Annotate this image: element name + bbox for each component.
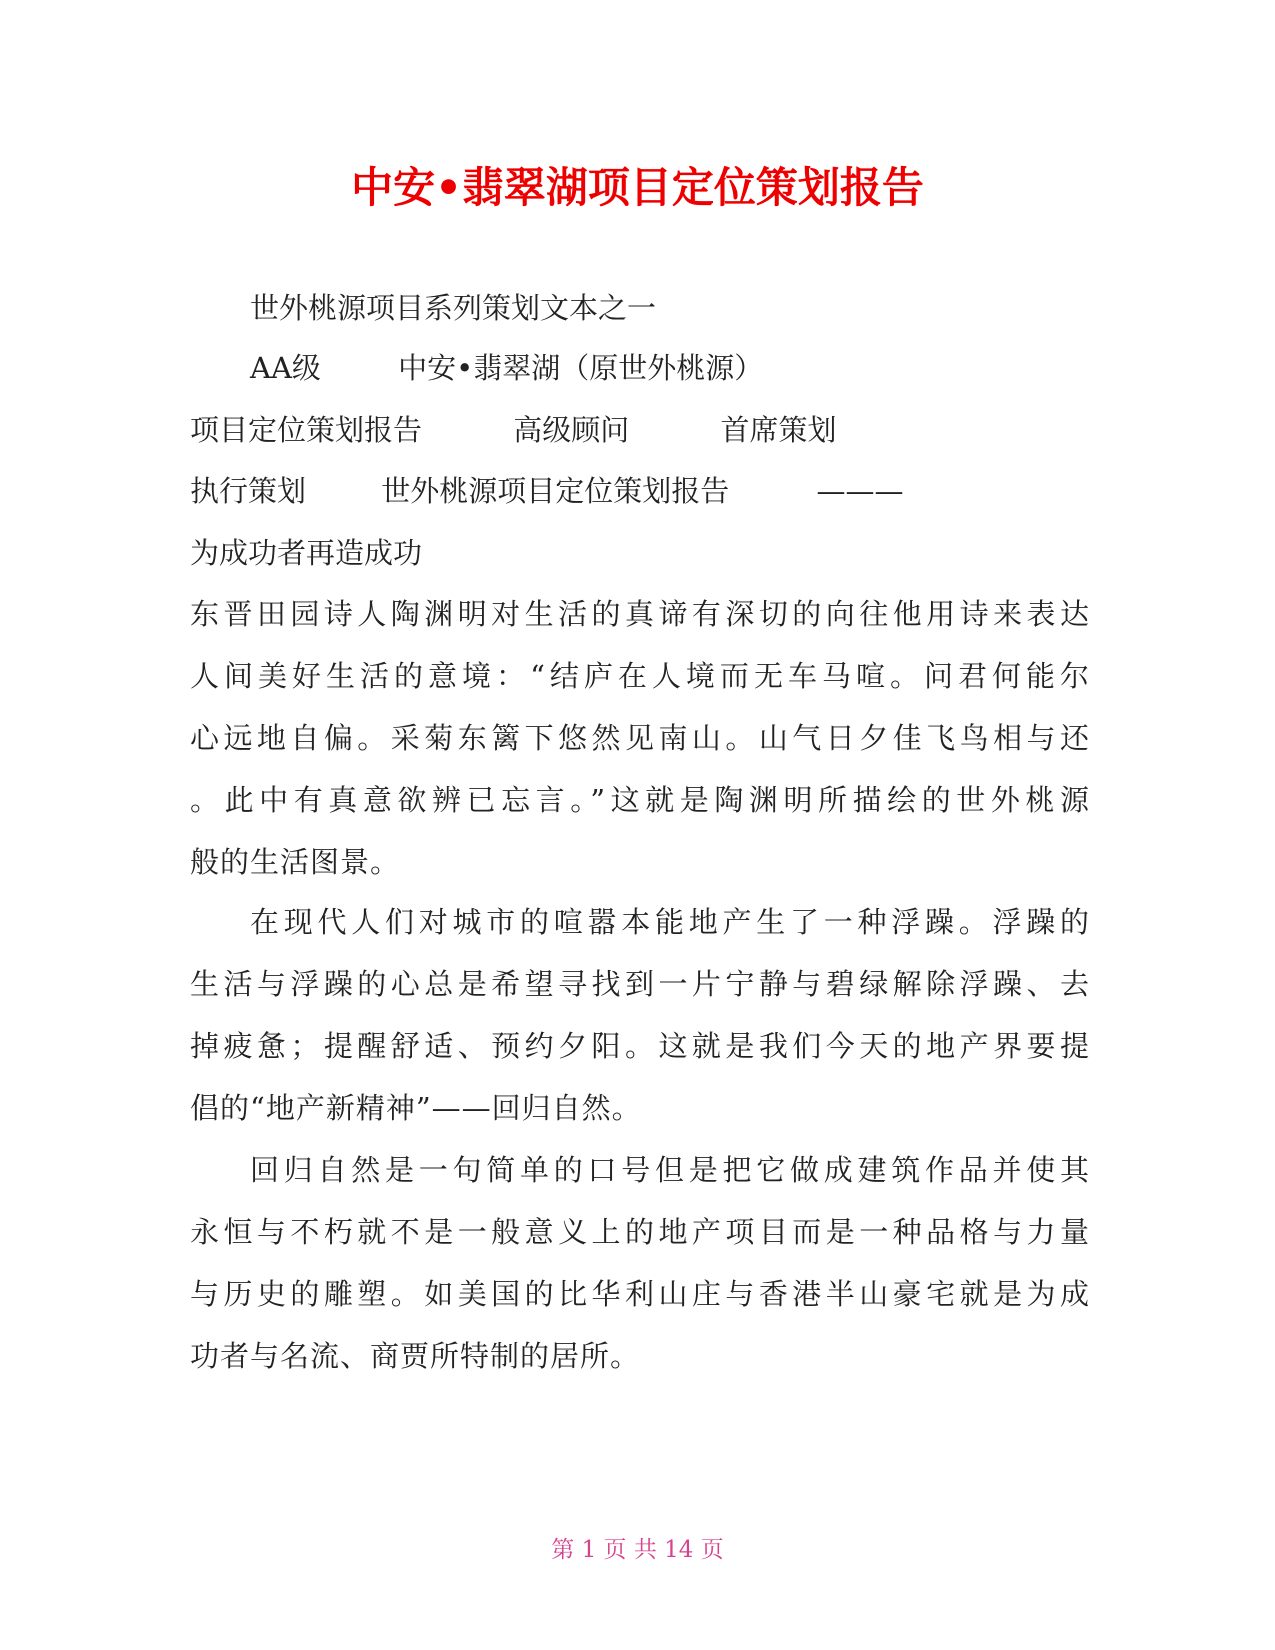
series-line: 世外桃源项目系列策划文本之一 — [250, 291, 657, 325]
paragraph-1-line: 东晋田园诗人陶渊明对生活的真谛有深切的向往他用诗来表达 — [190, 597, 1090, 631]
paragraph-1-line: 般的生活图景。 — [190, 845, 401, 879]
senior-advisor: 高级顾问 — [513, 413, 630, 447]
paragraph-2-line: 掉疲惫；提醒舒适、预约夕阳。这就是我们今天的地产界要提 — [190, 1029, 1090, 1063]
executive-planner: 执行策划 — [190, 474, 307, 508]
credits-line-2 — [190, 471, 903, 511]
report-name: 项目定位策划报告 — [190, 413, 423, 447]
chief-planner: 首席策划 — [720, 413, 837, 447]
paragraph-2-line: 倡的“地产新精神”——回归自然。 — [190, 1091, 642, 1125]
paragraph-3-line: 永恒与不朽就不是一般意义上的地产项目而是一种品格与力量 — [190, 1215, 1090, 1249]
grade-label: AA级 — [250, 351, 321, 385]
project-name: 中安•翡翠湖（原世外桃源） — [398, 351, 764, 385]
grade-line — [250, 348, 763, 388]
dash-separator: ——— — [816, 474, 904, 508]
document-title: 中安•翡翠湖项目定位策划报告 — [351, 163, 924, 212]
credits-line-1 — [190, 410, 836, 450]
paragraph-1-line: 心远地自偏。采菊东篱下悠然见南山。山气日夕佳飞鸟相与还 — [190, 721, 1090, 755]
paragraph-1-line: 。此中有真意欲辨已忘言。”这就是陶渊明所描绘的世外桃源 — [190, 783, 1090, 817]
slogan-line: 为成功者再造成功 — [190, 536, 423, 570]
paragraph-2-line: 在现代人们对城市的喧嚣本能地产生了一种浮躁。浮躁的 — [250, 905, 1090, 939]
paragraph-2-line: 生活与浮躁的心总是希望寻找到一片宁静与碧绿解除浮躁、去 — [190, 967, 1090, 1001]
report-full-name: 世外桃源项目定位策划报告 — [381, 474, 730, 508]
paragraph-3-line: 与历史的雕塑。如美国的比华利山庄与香港半山豪宅就是为成 — [190, 1277, 1090, 1311]
page-number-footer: 第 1 页 共 14 页 — [551, 1537, 724, 1563]
paragraph-3-line: 功者与名流、商贾所特制的居所。 — [190, 1339, 641, 1373]
paragraph-1-line: 人间美好生活的意境：“结庐在人境而无车马喧。问君何能尔 — [190, 659, 1090, 693]
paragraph-3-line: 回归自然是一句简单的口号但是把它做成建筑作品并使其 — [250, 1153, 1090, 1187]
